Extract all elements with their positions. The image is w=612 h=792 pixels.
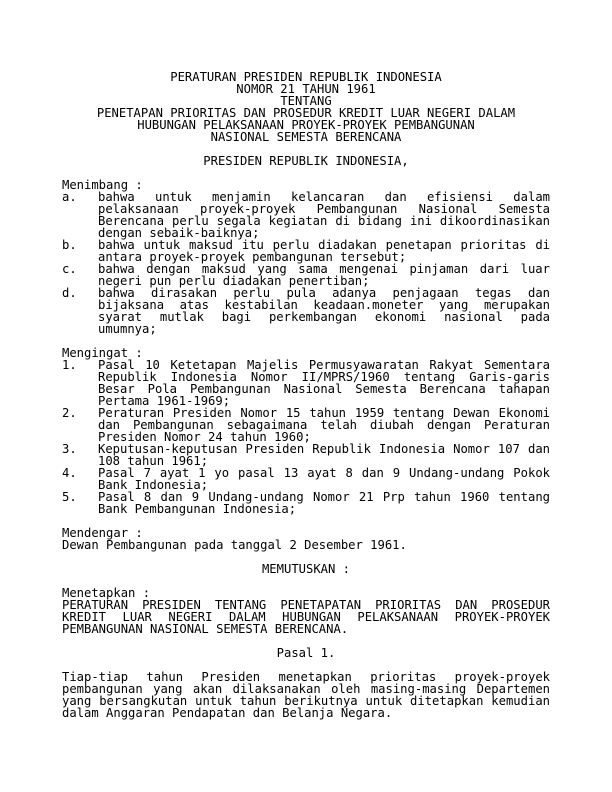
pasal-1-body: Tiap-tiap tahun Presiden menetapkan prioritas proyek-proyek pembangunan yang akan dilaksanakan oleh masing-masing Departemen yang bersangkutan untuk tahun berikutnya untuk ditetapkan kemudian dalam Anggaran Pendapatan dan Belanja Negara.: [62, 670, 550, 720]
menetapkan-label: Menetapkan :: [62, 586, 151, 600]
item-marker: 4.: [62, 466, 77, 480]
document-body: [62, 71, 550, 719]
legal-basis-item-3: [62, 443, 550, 467]
menimbang-label: Menimbang :: [62, 178, 143, 192]
item-text: bahwa dengan maksud yang sama mengenai pinjaman dari luar negeri pun perlu diadakan penertiban;: [98, 262, 550, 288]
item-text: Pasal 10 Ketetapan Majelis Permusyawaratan Rakyat Sementara Republik Indonesia Nomor II/MPRS/1960 tentang Garis-garis Besar Pola Pembangunan Nasional Semesta Berencana tahapan Pertama 1961-1969;: [98, 358, 550, 408]
item-marker: 1.: [62, 358, 77, 372]
item-text: Pasal 7 ayat 1 yo pasal 13 ayat 8 dan 9 Undang-undang Pokok Bank Indonesia;: [98, 466, 550, 492]
item-text: Keputusan-keputusan Presiden Republik Indonesia Nomor 107 dan 108 tahun 1961;: [98, 442, 550, 468]
consideration-item-b: [62, 239, 550, 263]
item-marker: c.: [62, 262, 77, 276]
consideration-item-a: [62, 191, 550, 239]
consideration-item-c: [62, 263, 550, 287]
consideration-item-d: [62, 287, 550, 335]
doc-title-line-4: PENETAPAN PRIORITAS DAN PROSEDUR KREDIT LUAR NEGERI DALAM: [96, 106, 516, 120]
item-text: bahwa untuk maksud itu perlu diadakan penetapan prioritas di antara proyek-proyek pembangunan tersebut;: [98, 238, 550, 264]
doc-title-line-1: PERATURAN PRESIDEN REPUBLIK INDONESIA: [170, 70, 442, 84]
item-marker: 5.: [62, 490, 77, 504]
doc-title-line-6: NASIONAL SEMESTA BERENCANA: [210, 130, 402, 144]
doc-title-line-3: TENTANG: [280, 94, 332, 108]
legal-basis-item-1: [62, 359, 550, 407]
mendengar-body: Dewan Pembangunan pada tanggal 2 Desember 1961.: [62, 538, 407, 552]
item-marker: a.: [62, 190, 77, 204]
doc-title-line-5: HUBUNGAN PELAKSANAAN PROYEK-PROYEK PEMBANGUNAN: [137, 118, 475, 132]
item-marker: 2.: [62, 406, 77, 420]
legal-basis-item-2: [62, 407, 550, 443]
item-text: bahwa dirasakan perlu pula adanya penjagaan tegas dan bijaksana atas kestabilan keadaan.moneter yang merupakan syarat mutlak bagi perkembangan ekonomi nasional pada umumnya;: [98, 286, 550, 336]
item-text: Pasal 8 dan 9 Undang-undang Nomor 21 Prp tahun 1960 tentang Bank Pembangunan Indonesia;: [98, 490, 550, 516]
mengingat-label: Mengingat :: [62, 346, 143, 360]
mendengar-label: Mendengar :: [62, 526, 143, 540]
item-marker: d.: [62, 286, 77, 300]
salutation: PRESIDEN REPUBLIK INDONESIA,: [203, 154, 409, 168]
legal-basis-item-5: [62, 491, 550, 515]
pasal-1-heading: Pasal 1.: [276, 646, 336, 660]
doc-title-line-2: NOMOR 21 TAHUN 1961: [236, 82, 376, 96]
menetapkan-body: PERATURAN PRESIDEN TENTANG PENETAPATAN PRIORITAS DAN PROSEDUR KREDIT LUAR NEGERI DALAM HUBUNGAN PELAKSANAAN PROYEK-PROYEK PEMBANGUNAN NASIONAL SEMESTA BERENCANA.: [62, 598, 550, 636]
item-text: Peraturan Presiden Nomor 15 tahun 1959 tentang Dewan Ekonomi dan Pembangunan sebagaimana telah diubah dengan Peraturan Presiden Nomor 24 tahun 1960;: [98, 406, 550, 444]
memutuskan-heading: MEMUTUSKAN :: [261, 562, 351, 576]
item-marker: b.: [62, 238, 77, 252]
item-marker: 3.: [62, 442, 77, 456]
legal-basis-item-4: [62, 467, 550, 491]
item-text: bahwa untuk menjamin kelancaran dan efisiensi dalam pelaksanaan proyek-proyek Pembangunan Nasional Semesta Berencana perlu segala kegiatan di bidang ini dikoordinasikan dengan sebaik-baiknya;: [98, 190, 550, 240]
